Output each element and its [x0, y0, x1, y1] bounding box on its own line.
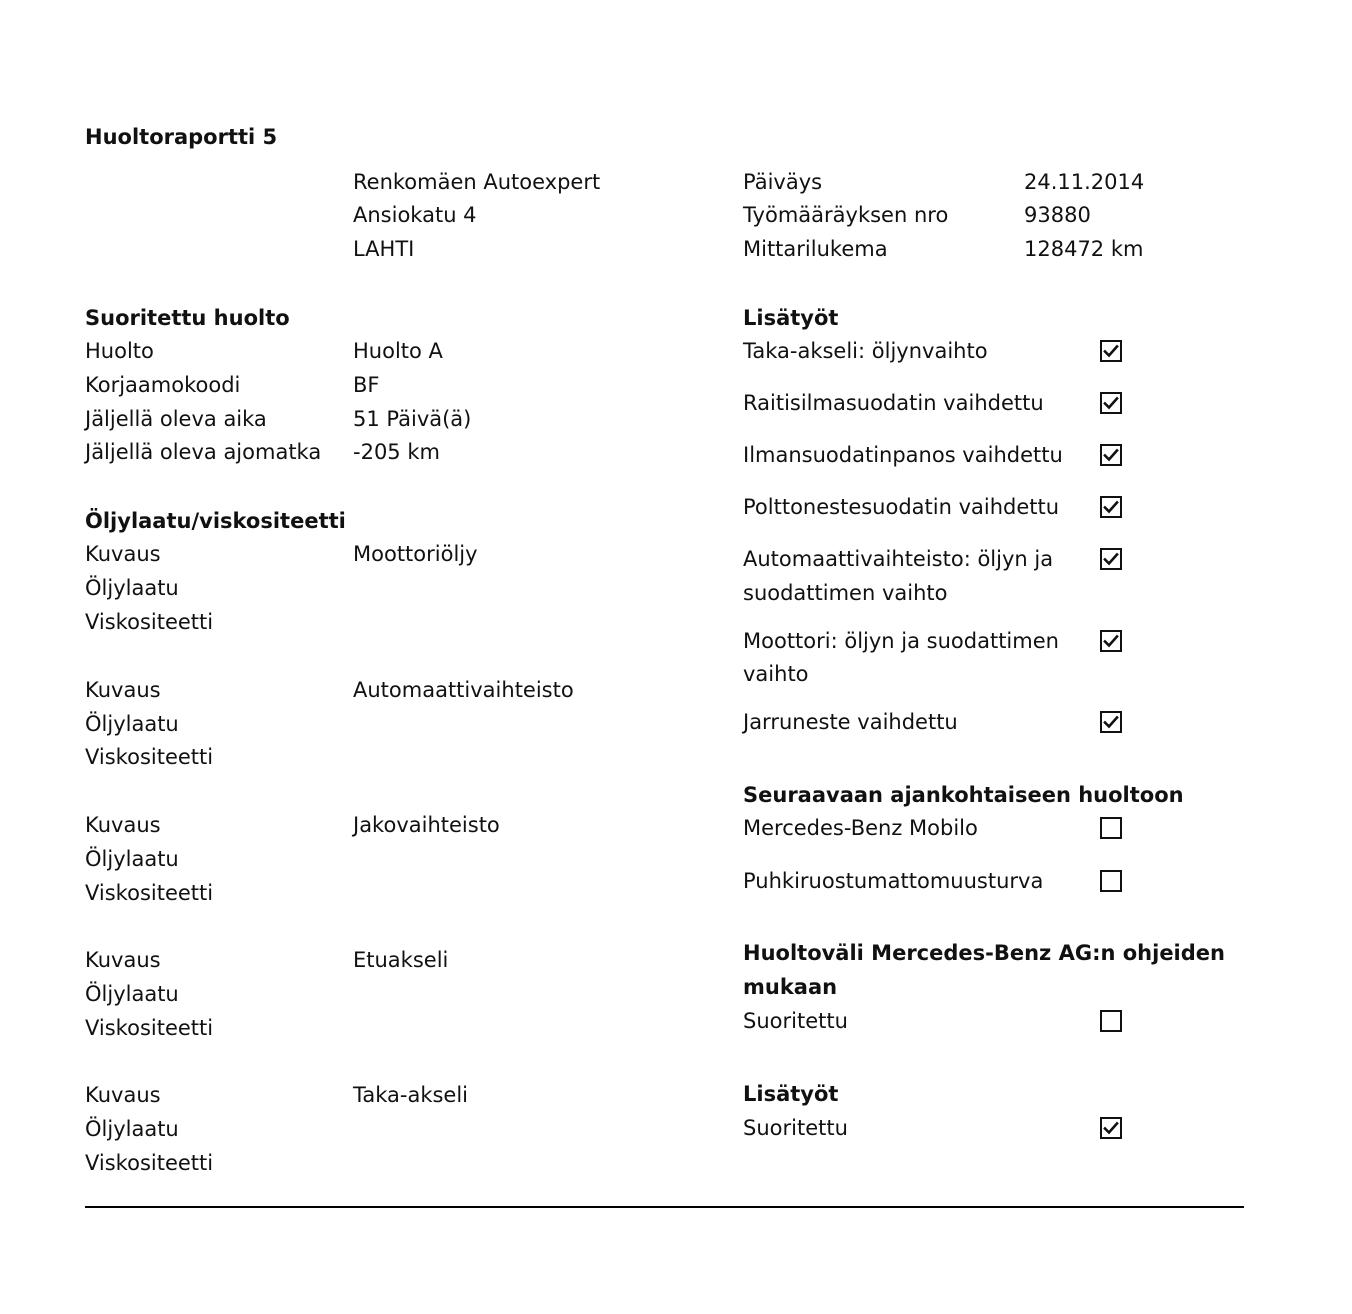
service-row-value: Huolto A [353, 339, 443, 363]
oil-quality-label: Öljylaatu [85, 1117, 179, 1141]
oil-kuvaus-label: Kuvaus [85, 678, 161, 702]
extra-work-item-label: Jarruneste vaihdettu [743, 710, 958, 734]
checked-checkbox[interactable] [1100, 340, 1122, 362]
interval-item-label: Suoritettu [743, 1009, 848, 1033]
checkmark-icon [1103, 714, 1119, 730]
checkmark-icon [1103, 499, 1119, 515]
checkmark-icon [1103, 633, 1119, 649]
extra-work-2-heading: Lisätyöt [743, 1082, 839, 1106]
service-row-label: Huolto [85, 339, 154, 363]
oil-viscosity-label: Viskositeetti [85, 1151, 214, 1175]
unchecked-checkbox[interactable] [1100, 870, 1122, 892]
date-label: Päiväys [743, 170, 823, 194]
oil-quality-label: Öljylaatu [85, 847, 179, 871]
extra-work-item-label: Automaattivaihteisto: öljyn ja [743, 547, 1054, 571]
oil-kuvaus-value: Moottoriöljy [353, 542, 478, 566]
work-order-value: 93880 [1024, 203, 1091, 227]
checked-checkbox[interactable] [1100, 630, 1122, 652]
work-order-label: Työmääräyksen nro [743, 203, 949, 227]
oil-kuvaus-label: Kuvaus [85, 948, 161, 972]
bottom-divider [85, 1206, 1244, 1208]
service-row-value: 51 Päivä(ä) [353, 407, 472, 431]
oil-viscosity-label: Viskositeetti [85, 1016, 214, 1040]
oil-kuvaus-value: Automaattivaihteisto [353, 678, 574, 702]
unchecked-checkbox[interactable] [1100, 1010, 1122, 1032]
oil-kuvaus-value: Jakovaihteisto [353, 813, 500, 837]
oil-kuvaus-label: Kuvaus [85, 542, 161, 566]
oil-viscosity-label: Viskositeetti [85, 610, 214, 634]
service-row-label: Jäljellä oleva ajomatka [85, 440, 322, 464]
service-row-value: BF [353, 373, 380, 397]
oil-quality-label: Öljylaatu [85, 982, 179, 1006]
checkmark-icon [1103, 395, 1119, 411]
extra-work-item-label: Polttonestesuodatin vaihdettu [743, 495, 1060, 519]
extra-work-item-label-cont: suodattimen vaihto [743, 581, 948, 605]
report-title: Huoltoraportti 5 [85, 125, 278, 149]
workshop-street: Ansiokatu 4 [353, 203, 477, 227]
extra-work-item-label-cont: vaihto [743, 662, 809, 686]
checked-checkbox[interactable] [1100, 496, 1122, 518]
next-service-item-label: Puhkiruostumattomuusturva [743, 869, 1044, 893]
checked-checkbox[interactable] [1100, 711, 1122, 733]
service-row-label: Korjaamokoodi [85, 373, 241, 397]
oil-quality-label: Öljylaatu [85, 576, 179, 600]
workshop-name: Renkomäen Autoexpert [353, 170, 601, 194]
interval-heading: Huoltoväli Mercedes-Benz AG:n ohjeiden [743, 941, 1225, 965]
workshop-city: LAHTI [353, 237, 415, 261]
checkmark-icon [1103, 447, 1119, 463]
oil-heading: Öljylaatu/viskositeetti [85, 509, 346, 533]
extra-work-heading: Lisätyöt [743, 306, 839, 330]
extra-work-item-label: Moottori: öljyn ja suodattimen [743, 629, 1059, 653]
odometer-label: Mittarilukema [743, 237, 888, 261]
interval-heading-cont: mukaan [743, 975, 838, 999]
oil-kuvaus-label: Kuvaus [85, 813, 161, 837]
oil-quality-label: Öljylaatu [85, 712, 179, 736]
oil-viscosity-label: Viskositeetti [85, 881, 214, 905]
oil-kuvaus-label: Kuvaus [85, 1083, 161, 1107]
checked-checkbox[interactable] [1100, 392, 1122, 414]
extra-work-item-label: Taka-akseli: öljynvaihto [743, 339, 988, 363]
checked-checkbox[interactable] [1100, 444, 1122, 466]
checkmark-icon [1103, 551, 1119, 567]
checkmark-icon [1103, 1120, 1119, 1136]
extra-work-2-item-label: Suoritettu [743, 1116, 848, 1140]
checkmark-icon [1103, 343, 1119, 359]
checked-checkbox[interactable] [1100, 1117, 1122, 1139]
checked-checkbox[interactable] [1100, 548, 1122, 570]
service-row-value: -205 km [353, 440, 440, 464]
next-service-heading: Seuraavaan ajankohtaiseen huoltoon [743, 783, 1184, 807]
extra-work-item-label: Ilmansuodatinpanos vaihdettu [743, 443, 1063, 467]
odometer-value: 128472 km [1024, 237, 1144, 261]
extra-work-item-label: Raitisilmasuodatin vaihdettu [743, 391, 1044, 415]
service-heading: Suoritettu huolto [85, 306, 290, 330]
oil-viscosity-label: Viskositeetti [85, 745, 214, 769]
next-service-item-label: Mercedes-Benz Mobilo [743, 816, 978, 840]
service-row-label: Jäljellä oleva aika [85, 407, 267, 431]
unchecked-checkbox[interactable] [1100, 817, 1122, 839]
oil-kuvaus-value: Taka-akseli [353, 1083, 469, 1107]
oil-kuvaus-value: Etuakseli [353, 948, 449, 972]
date-value: 24.11.2014 [1024, 170, 1145, 194]
